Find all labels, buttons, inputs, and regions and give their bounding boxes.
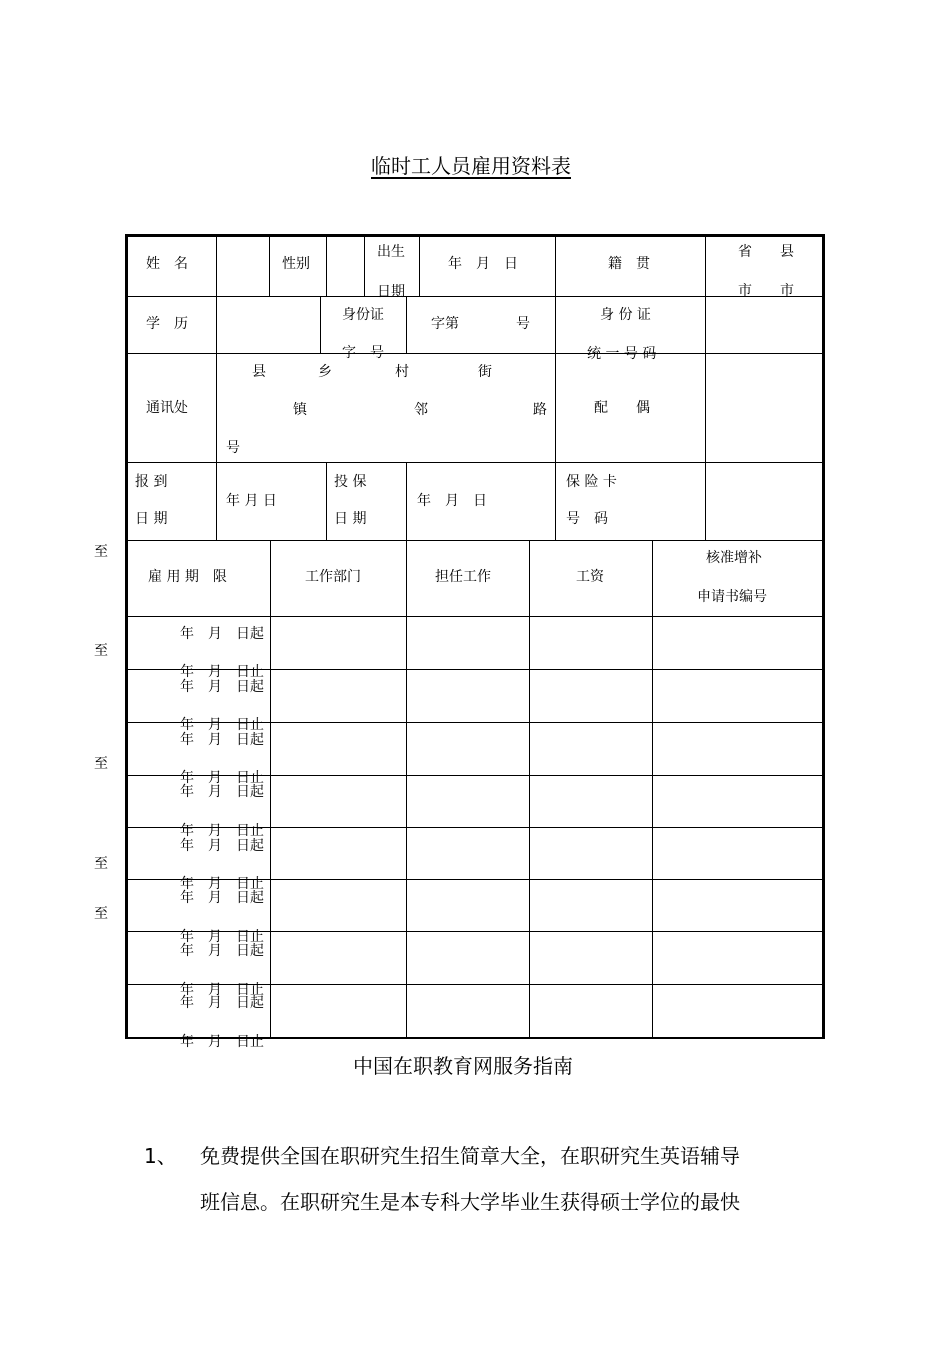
addr-road: 路	[533, 402, 547, 418]
period-start-8: 年 月 日起	[180, 995, 264, 1011]
to-mark-2: 至	[94, 643, 108, 659]
period-start-4: 年 月 日起	[180, 784, 264, 800]
header-job: 担任工作	[435, 569, 491, 585]
header-wage: 工资	[576, 569, 604, 585]
addr-street: 街	[478, 364, 492, 380]
period-end-1: 年 月 日止	[180, 664, 264, 680]
label-address: 通讯处	[146, 400, 188, 416]
guide-item-line2: 班信息。在职研究生是本专科大学毕业生获得硕士学位的最快	[200, 1190, 740, 1214]
label-id-bottom: 字 号	[342, 345, 384, 361]
guide-item-line1: 免费提供全国在职研究生招生简章大全，在职研究生英语辅导	[200, 1144, 740, 1168]
label-gender: 性别	[282, 256, 310, 272]
form-title: 临时工人员雇用资料表	[371, 154, 571, 178]
insure-date-field: 年 月 日	[417, 493, 487, 509]
id-word-label: 字第	[431, 316, 459, 332]
guide-item-number: 1、	[144, 1144, 177, 1168]
period-start-1: 年 月 日起	[180, 626, 264, 642]
period-start-6: 年 月 日起	[180, 890, 264, 906]
period-start-3: 年 月 日起	[180, 732, 264, 748]
label-card-top: 保 险 卡	[566, 474, 617, 490]
to-mark-4: 至	[94, 856, 108, 872]
to-mark-5: 至	[94, 906, 108, 922]
addr-number: 号	[226, 440, 240, 456]
label-report-bottom: 日 期	[135, 511, 168, 527]
label-insure-bottom: 日 期	[334, 511, 367, 527]
label-id-top: 身份证	[342, 307, 384, 323]
id-no-label: 号	[516, 316, 530, 332]
addr-town: 镇	[293, 402, 307, 418]
period-start-5: 年 月 日起	[180, 838, 264, 854]
label-birth-top: 出生	[377, 244, 405, 260]
period-start-2: 年 月 日起	[180, 679, 264, 695]
label-native: 籍 贯	[608, 256, 650, 272]
label-card-bottom: 号 码	[566, 511, 608, 527]
period-end-5: 年 月 日止	[180, 876, 264, 892]
header-department: 工作部门	[305, 569, 361, 585]
header-period: 雇 用 期 限	[148, 569, 227, 585]
label-birth-bottom: 日期	[377, 284, 405, 300]
label-spouse: 配 偶	[594, 400, 650, 416]
addr-neighbor: 邻	[414, 402, 428, 418]
header-approval-top: 核准增补	[706, 550, 762, 566]
label-report-top: 报 到	[135, 474, 168, 490]
period-end-6: 年 月 日止	[180, 929, 264, 945]
period-end-4: 年 月 日止	[180, 823, 264, 839]
guide-title: 中国在职教育网服务指南	[353, 1054, 573, 1078]
province-county-label: 省 县	[738, 244, 794, 260]
label-insure-top: 投 保	[334, 474, 367, 490]
report-date-field: 年 月 日	[226, 493, 277, 509]
addr-county: 县	[252, 364, 266, 380]
period-end-2: 年 月 日止	[180, 717, 264, 733]
city-label: 市 市	[738, 283, 794, 299]
label-unified-top: 身 份 证	[600, 307, 651, 323]
to-mark-1: 至	[94, 544, 108, 560]
label-name: 姓 名	[146, 256, 188, 272]
period-end-3: 年 月 日止	[180, 770, 264, 786]
addr-village: 村	[395, 364, 409, 380]
period-end-7: 年 月 日止	[180, 982, 264, 998]
label-education: 学 历	[146, 316, 188, 332]
period-end-8: 年 月 日止	[180, 1034, 264, 1050]
header-approval-bottom: 申请书编号	[697, 589, 767, 605]
label-unified-bottom: 统 一 号 码	[587, 346, 657, 362]
addr-township: 乡	[318, 364, 332, 380]
period-start-7: 年 月 日起	[180, 943, 264, 959]
to-mark-3: 至	[94, 756, 108, 772]
birth-date-field: 年 月 日	[448, 256, 518, 272]
